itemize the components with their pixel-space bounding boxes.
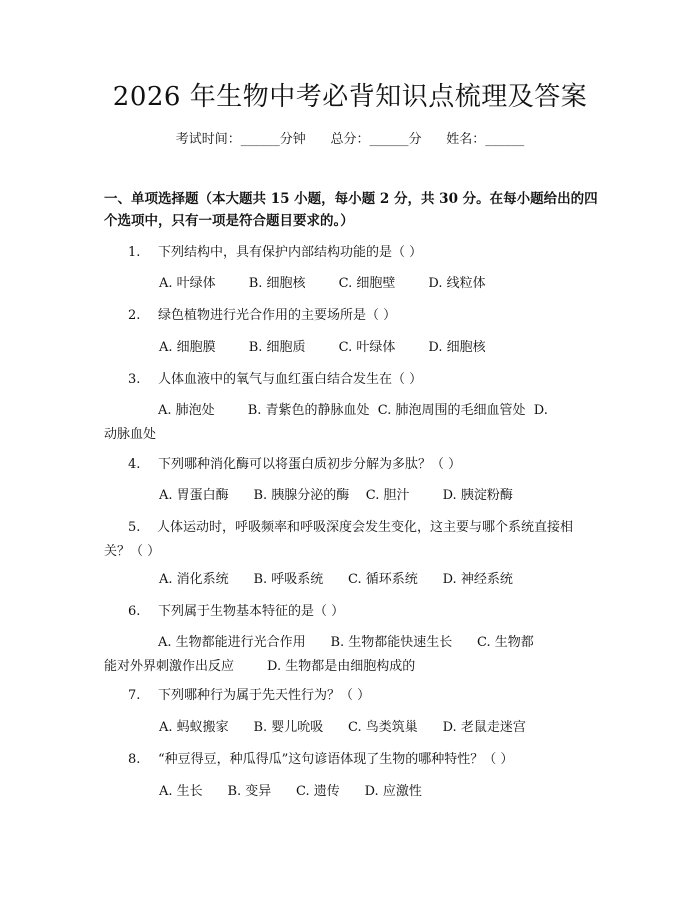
question-stem: 下列哪种行为属于先天性行为？（ ） — [158, 688, 371, 703]
question-stem-line-2: 关？（ ） — [104, 544, 161, 559]
question-number: 6. — [128, 604, 141, 619]
question-stem-text: 人体运动时，呼吸频率和呼吸深度会发生变化，这主要与哪个系统直接相 — [156, 520, 573, 535]
question-stem-line-1 — [104, 516, 600, 540]
options-line-1: A. 生物都能进行光合作用 B. 生物都能快速生长 C. 生物都 — [158, 635, 534, 650]
question-stem: 绿色植物进行光合作用的主要场所是（ ） — [158, 308, 397, 323]
question-8-options: A. 生长 B. 变异 C. 遗传 D. 应激性 — [159, 784, 422, 799]
options-line-2: 能对外界刺激作出反应 D. 生物都是由细胞构成的 — [104, 659, 416, 674]
question-5-options: A. 消化系统 B. 呼吸系统 C. 循环系统 D. 神经系统 — [159, 572, 513, 587]
question-stem: 下列哪种消化酶可以将蛋白质初步分解为多肽？（ ） — [158, 457, 462, 472]
question-number: 8. — [128, 752, 141, 767]
question-7-options: A. 蚂蚁搬家 B. 婴儿吮吸 C. 鸟类筑巢 D. 老鼠走迷宫 — [159, 720, 526, 735]
question-3-options — [104, 399, 600, 447]
question-number: 7. — [128, 688, 141, 703]
question-2-options: A. 细胞膜 B. 细胞质 C. 叶绿体 D. 细胞核 — [159, 340, 486, 355]
question-number: 5. — [128, 520, 141, 535]
section-heading-line-2: 个选项中，只有一项是符合题目要求的。） — [104, 213, 354, 229]
question-stem: “种豆得豆，种瓜得瓜”这句谚语体现了生物的哪种特性？（ ） — [158, 752, 514, 767]
question-stem: 人体血液中的氧气与血红蛋白结合发生在（ ） — [158, 372, 423, 387]
section-heading-line-1: 一、单项选择题（本大题共 15 小题，每小题 2 分，共 30 分。在每小题给出的四 — [104, 191, 598, 207]
question-number: 2. — [128, 308, 141, 323]
question-4-options: A. 胃蛋白酶 B. 胰腺分泌的酶 C. 胆汁 D. 胰淀粉酶 — [159, 488, 513, 503]
question-6-options — [104, 631, 600, 679]
question-1-options: A. 叶绿体 B. 细胞核 C. 细胞壁 D. 线粒体 — [159, 276, 486, 291]
question-number: 1. — [128, 245, 141, 260]
exam-info-line: 考试时间：______分钟 总分：______分 姓名：______ — [175, 132, 525, 147]
section-heading — [104, 188, 600, 232]
options-line-1: A. 肺泡处 B. 青紫色的静脉血处 C. 肺泡周围的毛细血管处 D. — [158, 403, 548, 418]
question-number: 3. — [128, 372, 141, 387]
question-number: 4. — [128, 457, 141, 472]
page-title: 2026 年生物中考必背知识点梳理及答案 — [112, 82, 588, 112]
question-5 — [104, 516, 600, 564]
question-stem: 下列属于生物基本特征的是（ ） — [158, 604, 345, 619]
options-line-2: 动脉血处 — [104, 427, 157, 442]
question-stem: 下列结构中，具有保护内部结构功能的是（ ） — [158, 245, 423, 260]
